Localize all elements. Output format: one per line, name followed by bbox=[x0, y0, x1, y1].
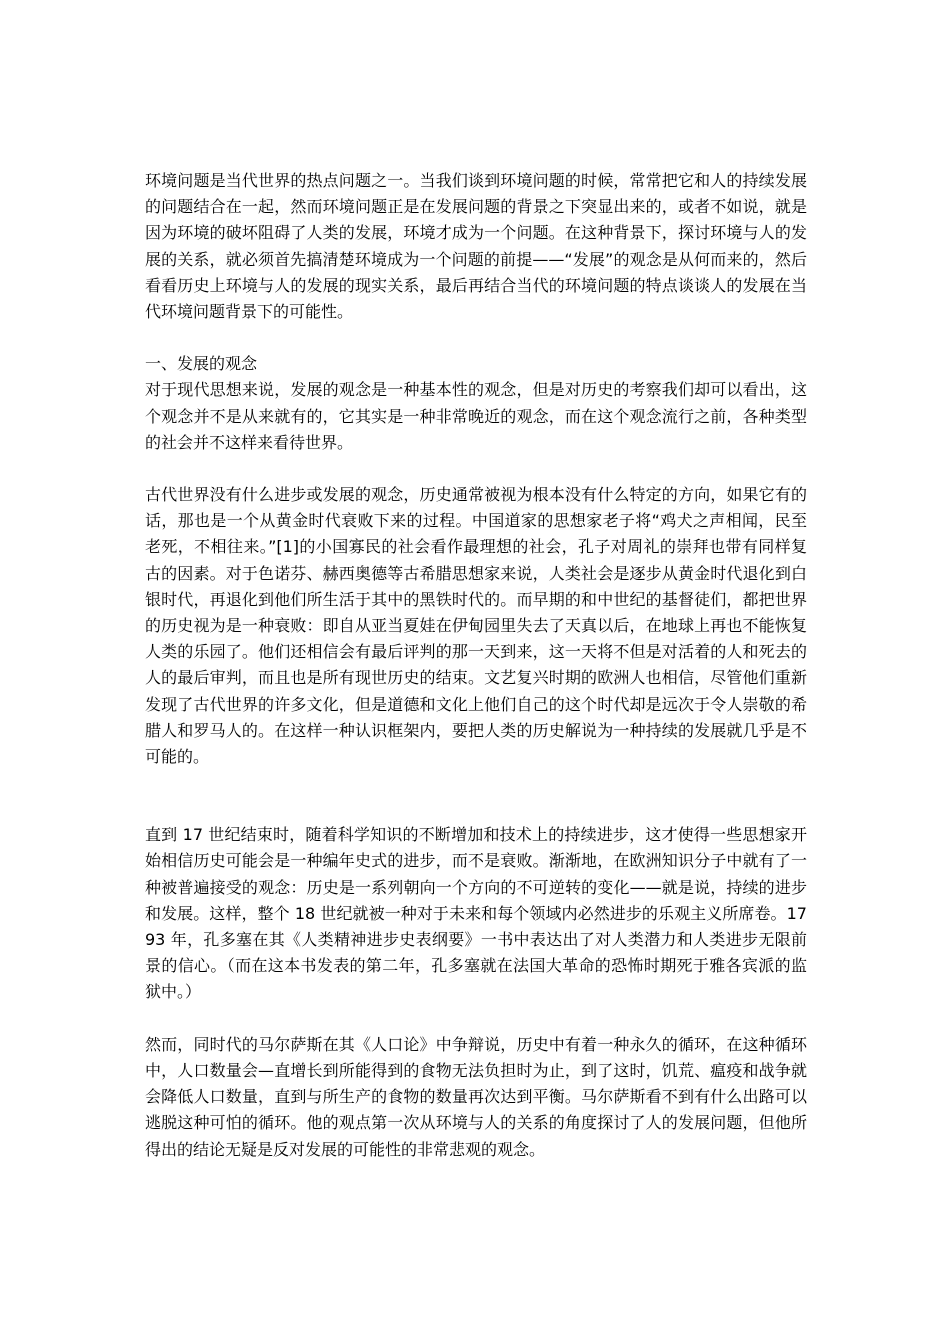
paragraph-spacer bbox=[145, 1006, 807, 1032]
section-paragraph-1: 对于现代思想来说，发展的观念是一种基本性的观念，但是对历史的考察我们却可以看出，这个观念并不是从来就有的，它其实是一种非常晚近的观念，而在这个观念流行之前，各种类型的社会并不这样来看待世界。 bbox=[145, 380, 807, 452]
intro-paragraph: 环境问题是当代世界的热点问题之一。当我们谈到环境问题的时候，常常把它和人的持续发展的问题结合在一起，然而环境问题正是在发展问题的背景之下突显出来的，或者不如说，就是因为环境的破坏阻碍了人类的发展，环境才成为一个问题。在这种背景下，探讨环境与人的发展的关系，就必须首先搞清楚环境成为一个问题的前提——“发展”的观念是从何而来的，然后看看历史上环境与人的发展的现实关系，最后再结合当代的环境问题的特点谈谈人的发展在当代环境问题背景下的可能性。 bbox=[145, 171, 807, 322]
section-paragraph-4: 然而，同时代的马尔萨斯在其《人口论》中争辩说，历史中有着一种永久的循环，在这种循环中，人口数量会—直增长到所能得到的食物无法负担时为止，到了这时，饥荒、瘟疫和战争就会降低人口数量，直到与所生产的食物的数量再次达到平衡。马尔萨斯看不到有什么出路可以逃脱这种可怕的循环。他的观点第一次从环境与人的关系的角度探讨了人的发展问题，但他所得出的结论无疑是反对发展的可能性的非常悲观的观念。 bbox=[145, 1034, 807, 1159]
paragraph-spacer bbox=[145, 456, 807, 482]
paragraph-spacer bbox=[145, 770, 807, 822]
document-page bbox=[145, 168, 807, 1163]
section-paragraph-2: 古代世界没有什么进步或发展的观念，历史通常被视为根本没有什么特定的方向，如果它有的话，那也是一个从黄金时代衰败下来的过程。中国道家的思想家老子将“鸡犬之声相闻，民至老死，不相往来。”[1]的小国寡民的社会看作最理想的社会，孔子对周礼的崇拜也带有同样复古的因素。对于色诺芬、赫西奥德等古希腊思想家来说，人类社会是逐步从黄金时代退化到白银时代，再退化到他们所生活于其中的黑铁时代的。而早期的和中世纪的基督徒们，都把世界的历史视为是一种衰败：即自从亚当夏娃在伊甸园里失去了天真以后，在地球上再也不能恢复人类的乐园了。他们还相信会有最后评判的那一天到来，这一天将不但是对活着的人和死去的人的最后审判，而且也是所有现世历史的结束。文艺复兴时期的欧洲人也相信，尽管他们重新发现了古代世界的许多文化，但是道德和文化上他们自己的这个时代却是远次于令人崇敬的希腊人和罗马人的。在这样一种认识框架内，要把人类的历史解说为一种持续的发展就几乎是不可能的。 bbox=[145, 485, 807, 767]
section-heading: 一、发展的观念 bbox=[145, 354, 258, 374]
section-paragraph-3: 直到 17 世纪结束时，随着科学知识的不断增加和技术上的持续进步，这才使得一些思想家开始相信历史可能会是一种编年史式的进步，而不是衰败。渐渐地，在欧洲知识分子中就有了一种被普遍接受的观念：历史是一系列朝向一个方向的不可逆转的变化——就是说，持续的进步和发展。这样，整个 18 世纪就被一种对于未来和每个领域内必然进步的乐观主义所席卷。1793 年，孔多塞在其《人类精神进步史表纲要》一书中表达出了对人类潜力和人类进步无限前景的信心。（而在这本书发表的第二年，孔多塞就在法国大革命的恐怖时期死于雅各宾派的监狱中。） bbox=[145, 825, 807, 1002]
paragraph-spacer bbox=[145, 325, 807, 351]
